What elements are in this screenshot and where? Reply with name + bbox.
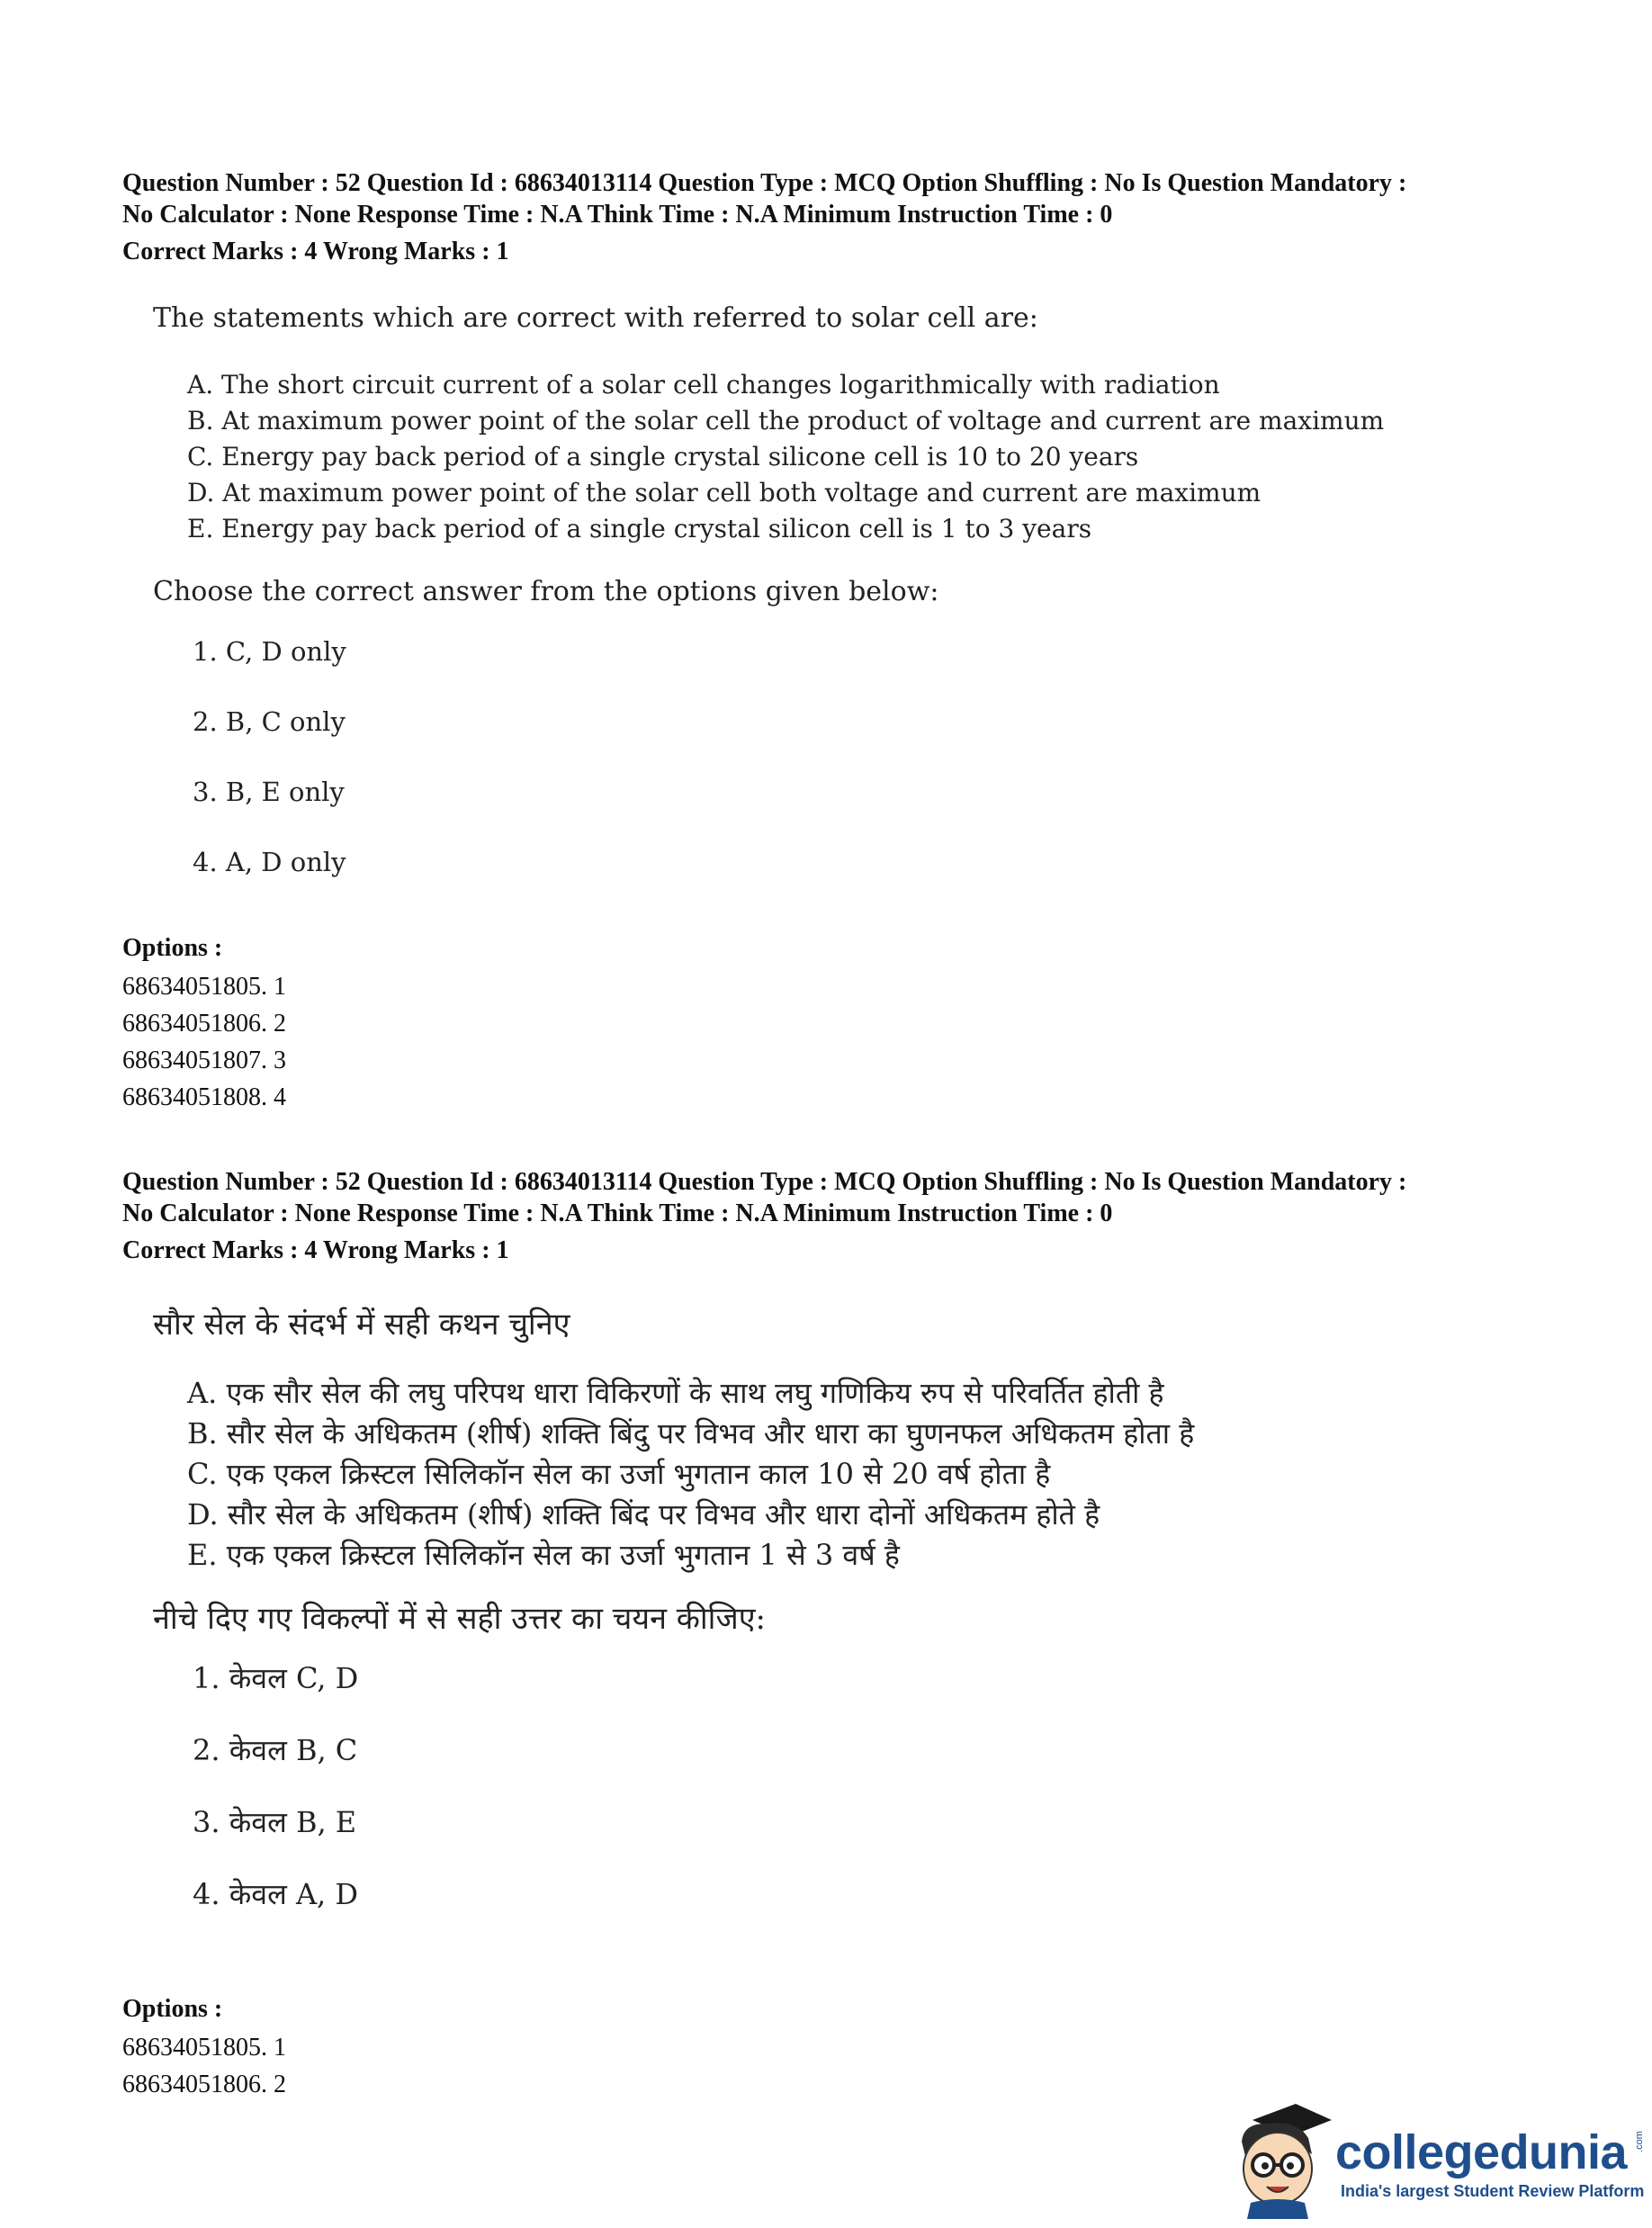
- choice-item: 2. केवल B, C: [193, 1733, 358, 1767]
- statement-item: D. At maximum power point of the solar cell both voltage and current are maximum: [187, 478, 1261, 508]
- choice-item: 1. C, D only: [193, 636, 346, 667]
- choice-list: [193, 633, 1384, 880]
- choose-instruction: Choose the correct answer from the options given below:: [153, 576, 939, 607]
- statement-item: B. सौर सेल के अधिकतम (शीर्ष) शक्ति बिंदु पर विभव और धारा का घुणनफल अधिकतम होता है: [187, 1416, 1195, 1451]
- meta-line-1: Question Number : 52 Question Id : 68634013114 Question Type : MCQ Option Shuffling : No Is Question Mandatory :: [122, 1168, 1407, 1196]
- question-body-en: [153, 301, 1384, 914]
- meta-line-2: No Calculator : None Response Time : N.A Think Time : N.A Minimum Instruction Time : 0: [122, 1199, 1113, 1227]
- options-header: Options :: [122, 1995, 223, 2023]
- statement-item: C. एक एकल क्रिस्टल सिलिकॉन सेल का उर्जा भुगतान काल 10 से 20 वर्ष होता है: [187, 1457, 1051, 1491]
- choice-item: 4. A, D only: [193, 847, 346, 877]
- choice-item: 1. केवल C, D: [193, 1661, 359, 1695]
- statement-list: [187, 367, 1384, 547]
- choice-item: 3. केवल B, E: [193, 1805, 357, 1839]
- statement-item: D. सौर सेल के अधिकतम (शीर्ष) शक्ति बिंद पर विभव और धारा दोनों अधिकतम होते है: [187, 1497, 1100, 1532]
- meta-line-1: Question Number : 52 Question Id : 68634013114 Question Type : MCQ Option Shuffling : No Is Question Mandatory :: [122, 169, 1407, 197]
- question-body-hi: [153, 1307, 1194, 1948]
- option-id: 68634051806. 2: [122, 2071, 286, 2098]
- marks-line: Correct Marks : 4 Wrong Marks : 1: [122, 1236, 509, 1264]
- statement-item: A. एक सौर सेल की लघु परिपथ धारा विकिरणों के साथ लघु गणिकिय रुप से परिवर्तित होती है: [187, 1376, 1164, 1410]
- choice-list: [193, 1660, 1194, 1912]
- statement-item: E. एक एकल क्रिस्टल सिलिकॉन सेल का उर्जा भुगतान 1 से 3 वर्ष है: [187, 1538, 900, 1572]
- option-id: 68634051805. 1: [122, 973, 286, 1001]
- choose-instruction: नीचे दिए गए विकल्पों में से सही उत्तर का चयन कीजिए:: [153, 1601, 766, 1637]
- marks-line: Correct Marks : 4 Wrong Marks : 1: [122, 238, 509, 265]
- question-stem: The statements which are correct with referred to solar cell are:: [153, 302, 1038, 334]
- statement-item: E. Energy pay back period of a single crystal silicon cell is 1 to 3 years: [187, 514, 1092, 544]
- choice-item: 4. केवल A, D: [193, 1877, 359, 1911]
- question-stem: सौर सेल के संदर्भ में सही कथन चुनिए: [153, 1307, 570, 1343]
- logo-tagline: India's largest Student Review Platform: [1341, 2182, 1645, 2200]
- choice-item: 2. B, C only: [193, 706, 346, 737]
- choice-item: 3. B, E only: [193, 777, 345, 807]
- statement-list: [187, 1373, 1194, 1576]
- logo-domain-suffix: .com: [1633, 2131, 1645, 2152]
- logo-wordmark: collegedunia: [1335, 2125, 1628, 2179]
- statement-item: C. Energy pay back period of a single crystal silicone cell is 10 to 20 years: [187, 442, 1139, 472]
- option-id: 68634051808. 4: [122, 1083, 286, 1111]
- question-header-hi: [122, 1166, 1562, 1266]
- collegedunia-logo[interactable]: [1226, 2102, 1648, 2219]
- statement-item: A. The short circuit current of a solar cell changes logarithmically with radiation: [187, 370, 1220, 400]
- mascot-icon: [1226, 2102, 1333, 2219]
- option-id: 68634051805. 1: [122, 2034, 286, 2062]
- options-header: Options :: [122, 934, 223, 962]
- option-id: 68634051806. 2: [122, 1010, 286, 1038]
- option-id: 68634051807. 3: [122, 1047, 286, 1074]
- question-header-en: [122, 167, 1562, 267]
- options-list-en: [122, 930, 286, 1116]
- options-list-hi: [122, 1990, 286, 2103]
- statement-item: B. At maximum power point of the solar cell the product of voltage and current are maximum: [187, 406, 1385, 436]
- meta-line-2: No Calculator : None Response Time : N.A Think Time : N.A Minimum Instruction Time : 0: [122, 201, 1113, 229]
